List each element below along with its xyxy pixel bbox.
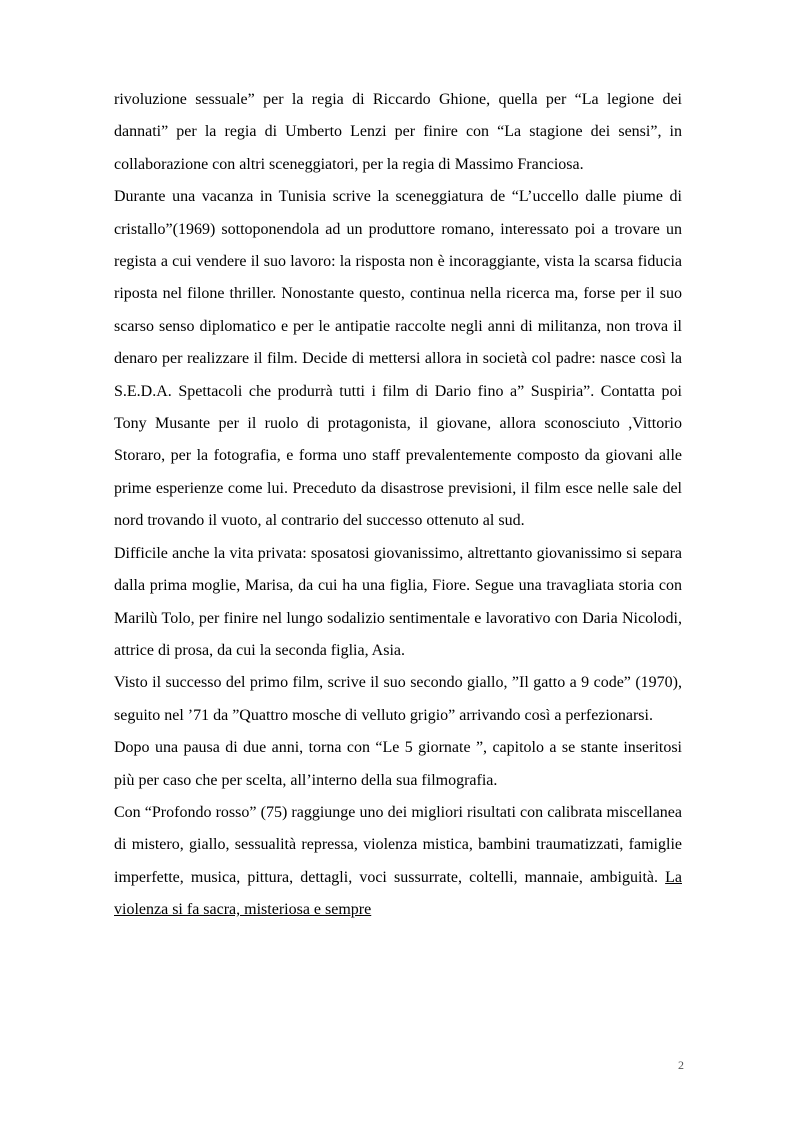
paragraph-text: Con “Profondo rosso” (75) raggiunge uno dei migliori risultati con calibrata miscellanea di mistero, giallo, sessualità repressa, violenza mistica, bambini traumatizzati, famiglie imperfette, musica, pittura, dettagli, voci sussurrate, coltelli, mannaie, ambiguità.: [114, 803, 682, 886]
body-text: [114, 84, 682, 927]
paragraph: rivoluzione sessuale” per la regia di Riccardo Ghione, quella per “La legione dei dannati” per la regia di Umberto Lenzi per finire con “La stagione dei sensi”, in collaborazione con altri sceneggiatori, per la regia di Massimo Franciosa.: [114, 91, 682, 173]
page-number: 2: [678, 1058, 684, 1072]
paragraph: Durante una vacanza in Tunisia scrive la sceneggiatura de “L’uccello dalle piume di cristallo”(1969) sottoponendola ad un produttore romano, interessato poi a trovare un regista a cui vendere il suo lavoro: la risposta non è incoraggiante, vista la scarsa fiducia riposta nel filone thriller. Nonostante questo, continua nella ricerca ma, forse per il suo scarso senso diplomatico e per le antipatie raccolte negli anni di militanza, non trova il denaro per realizzare il film. Decide di mettersi allora in società col padre: nasce così la S.E.D.A. Spettacoli che produrrà tutti i film di Dario fino a” Suspiria”. Contatta poi Tony Musante per il ruolo di protagonista, il giovane, allora sconosciuto ,Vittorio Storaro, per la fotografia, e forma uno staff prevalentemente composto da giovani alle prime esperienze come lui. Preceduto da disastrose previsioni, il film esce nelle sale del nord trovando il vuoto, al contrario del successo ottenuto al sud.: [114, 188, 682, 530]
paragraph: Difficile anche la vita privata: sposatosi giovanissimo, altrettanto giovanissimo si separa dalla prima moglie, Marisa, da cui ha una figlia, Fiore. Segue una travagliata storia con Marilù Tolo, per finire nel lungo sodalizio sentimentale e lavorativo con Daria Nicolodi, attrice di prosa, da cui la seconda figlia, Asia.: [114, 544, 682, 659]
paragraph-last: [114, 797, 682, 927]
paragraph: Dopo una pausa di due anni, torna con “Le 5 giornate ”, capitolo a se stante inseritosi più per caso che per scelta, all’interno della sua filmografia.: [114, 739, 682, 789]
paragraph: Visto il successo del primo film, scrive il suo secondo giallo, ”Il gatto a 9 code” (1970), seguito nel ’71 da ”Quattro mosche di velluto grigio” arrivando così a perfezionarsi.: [114, 674, 682, 724]
underlined-sentence: La violenza si fa sacra, misteriosa e sempre: [114, 868, 682, 919]
